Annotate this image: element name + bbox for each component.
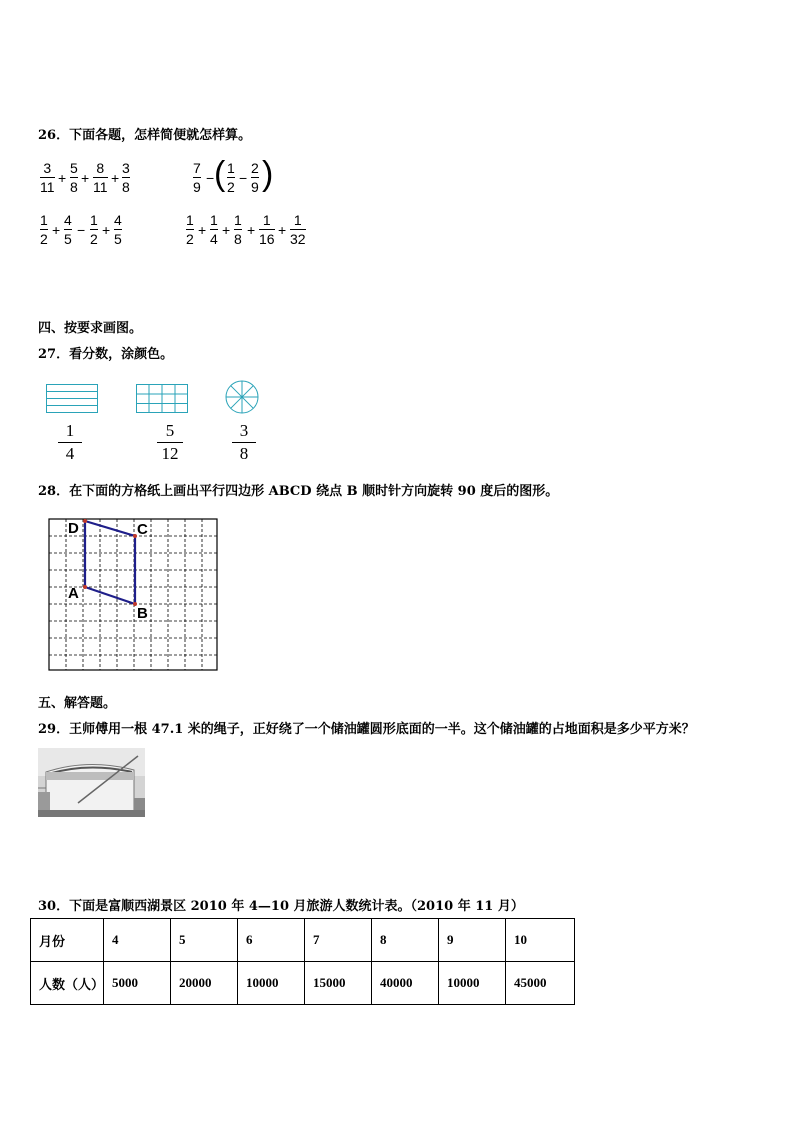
fraction: 1 16 <box>259 212 275 247</box>
parallelogram-abcd <box>85 521 135 604</box>
fraction-3-8: 3 8 <box>232 422 256 463</box>
fraction-5-12: 5 12 <box>157 422 183 463</box>
right-paren: ) <box>262 155 274 193</box>
fraction: 2 9 <box>251 160 259 195</box>
fraction: 1 4 <box>210 212 218 247</box>
operator: − <box>239 170 248 186</box>
section-5-title: 五、解答题。 <box>38 696 117 711</box>
fraction: 1 2 <box>227 160 235 195</box>
fraction: 1 2 <box>40 212 48 247</box>
operator: + <box>102 222 111 238</box>
oil-tank-photo <box>38 748 145 817</box>
fraction: 7 9 <box>193 160 201 195</box>
fraction: 3 11 <box>40 160 55 195</box>
fraction: 1 2 <box>90 212 98 247</box>
fraction: 5 8 <box>70 160 78 195</box>
q26-title: 26．下面各题，怎样简便就怎样算。 <box>38 128 252 143</box>
fraction: 8 11 <box>93 160 108 195</box>
operator: + <box>81 170 90 186</box>
operator: + <box>278 222 287 238</box>
table-row: 月份 4 5 6 7 8 9 10 <box>31 919 575 962</box>
operator: + <box>198 222 207 238</box>
section-4-title: 四、按要求画图。 <box>38 321 143 336</box>
label-b: B <box>137 605 148 622</box>
fraction: 1 2 <box>186 212 194 247</box>
circle-8-parts <box>224 380 262 416</box>
operator: + <box>52 222 61 238</box>
rect-4-parts <box>46 384 100 414</box>
q28-title: 28．在下面的方格纸上画出平行四边形 ABCD 绕点 B 顺时针方向旋转 90 度后的图形。 <box>38 484 559 499</box>
label-d: D <box>68 520 79 537</box>
table-row: 人数（人） 5000 20000 10000 15000 40000 10000 45000 <box>31 962 575 1005</box>
left-paren: ( <box>214 155 226 193</box>
operator: + <box>222 222 231 238</box>
fraction: 4 5 <box>64 212 72 247</box>
label-c: C <box>137 521 148 538</box>
q29-title: 29．王师傅用一根 47.1 米的绳子，正好绕了一个储油罐圆形底面的一半。这个储油罐的占地面积是多少平方米？ <box>38 722 695 737</box>
fraction: 1 8 <box>234 212 242 247</box>
fraction-1-4: 1 4 <box>58 422 82 463</box>
fraction: 4 5 <box>114 212 122 247</box>
operator: + <box>58 170 67 186</box>
q30-title: 30．下面是富顺西湖景区 2010 年 4—10 月旅游人数统计表。（2010 年 11 月） <box>38 899 524 914</box>
rect-12-parts <box>136 384 190 414</box>
operator: − <box>77 222 86 238</box>
label-a: A <box>68 585 79 602</box>
operator: + <box>247 222 256 238</box>
fraction: 3 8 <box>122 160 130 195</box>
operator: + <box>111 170 120 186</box>
fraction: 1 32 <box>290 212 306 247</box>
q27-title: 27．看分数，涂颜色。 <box>38 347 174 362</box>
tourist-stats-table <box>30 918 575 1005</box>
operator: − <box>206 170 215 186</box>
